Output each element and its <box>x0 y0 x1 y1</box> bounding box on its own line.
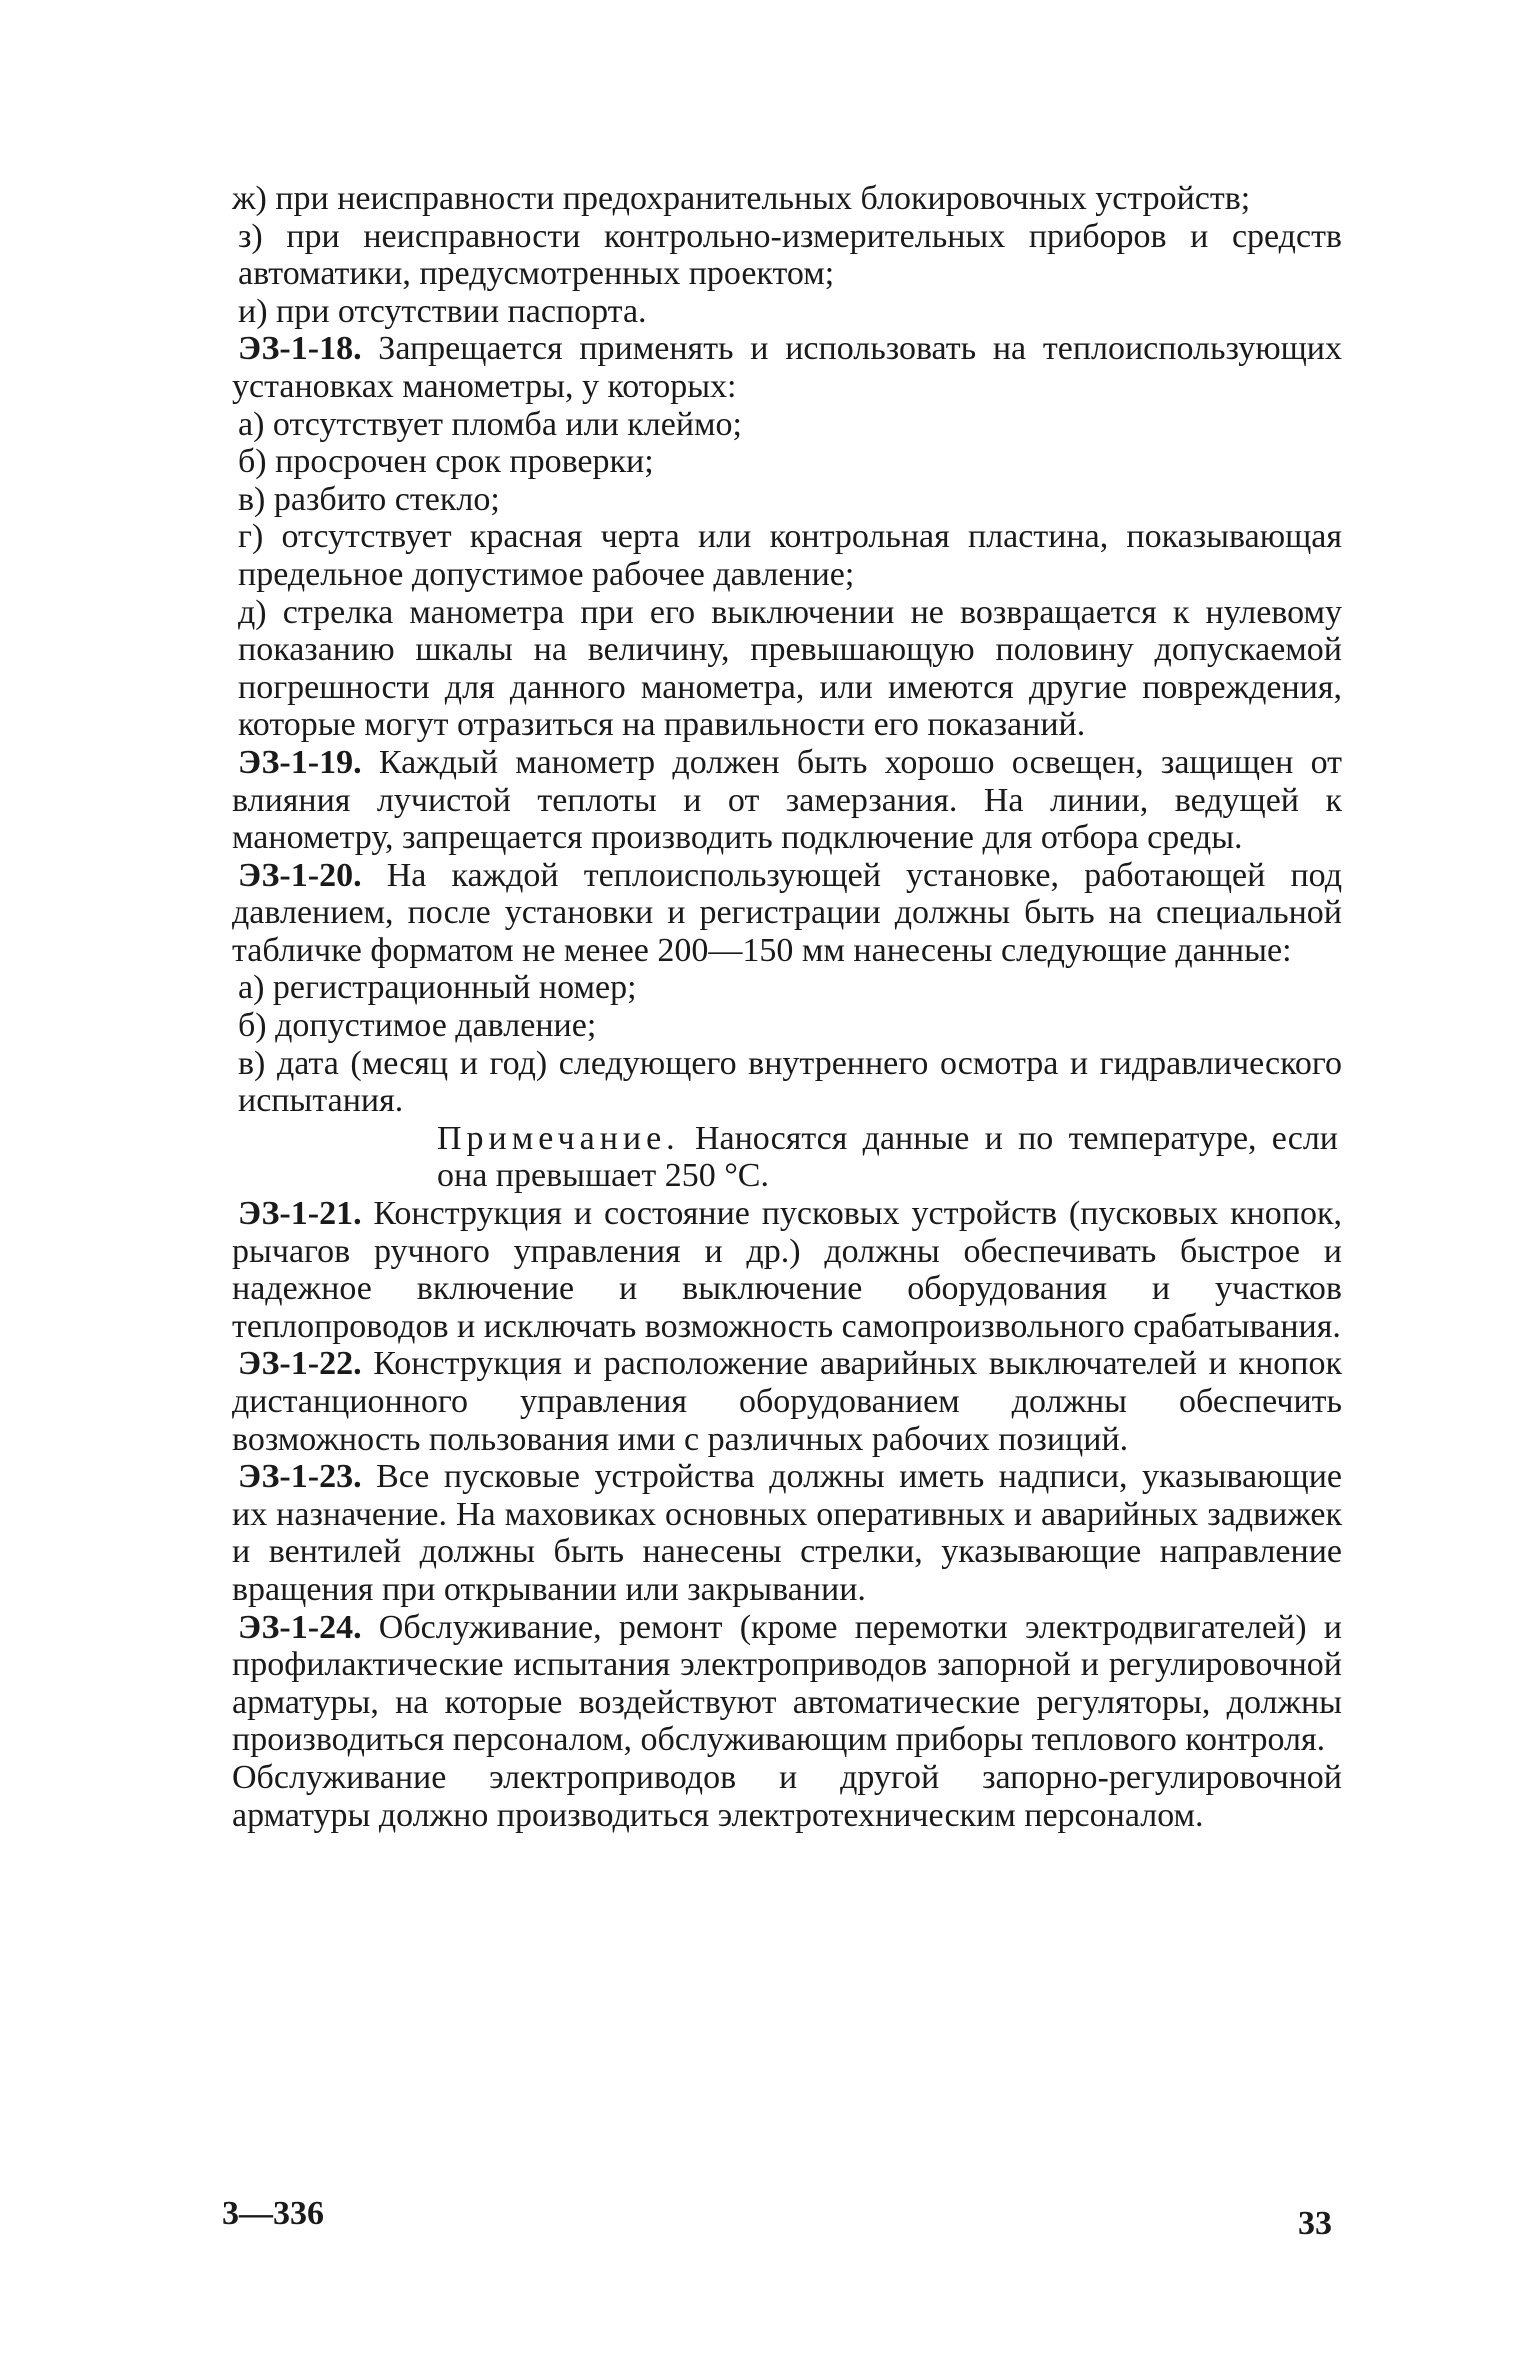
item-b: б) просрочен срок проверки; <box>238 443 654 481</box>
signature-mark: 3—336 <box>222 2195 324 2232</box>
clause-e3-1-20: ЭЗ-1-20. На каждой теплоиспользующей установке, работающей под давлением, после установки и регистрации должны быть на специальной табличке форматом не менее 200—150 мм нанесены следующие данные: <box>232 856 1342 969</box>
item-d: д) стрелка манометра при его выключении не возвращается к нулевому показанию шкалы на величину, превышающую половину допускаемой погрешности для данного манометра, или имеются другие повреждения, которые могут отразиться на правильности его показаний. <box>238 593 1342 744</box>
page-body <box>232 180 1342 1834</box>
item-g: г) отсутствует красная черта или контрольная пластина, показывающая предельное допустимое рабочее давление; <box>238 518 1342 593</box>
item-a-2: а) регистрационный номер; <box>238 969 637 1007</box>
item-z: з) при неисправности контрольно-измерительных приборов и средств автоматики, предусмотренных проектом; <box>238 217 1342 293</box>
item-v-2: в) дата (месяц и год) следующего внутреннего осмотра и гидравлического испытания. <box>238 1044 1342 1120</box>
item-b-2: б) допустимое давление; <box>238 1007 597 1045</box>
note-text: Наносятся данные и по температуре, если она превышает 250 °С. <box>437 1119 1338 1195</box>
page-number: 33 <box>1298 2205 1332 2242</box>
clause-e3-1-19: ЭЗ-1-19. Каждый манометр должен быть хорошо освещен, защищен от влияния лучистой теплоты и от замерзания. На линии, ведущей к манометру, запрещается производить подключение для отбора среды. <box>232 743 1342 857</box>
item-i: и) при отсутствии паспорта. <box>238 292 647 330</box>
clause-e3-1-18: ЭЗ-1-18. Запрещается применять и использовать на теплоиспользующих установках манометры, у которых: <box>232 330 1342 405</box>
clause-e3-1-22: ЭЗ-1-22. Конструкция и расположение аварийных выключателей и кнопок дистанционного управления оборудованием должны обеспечить возможность пользования ими с различных рабочих позиций. <box>232 1345 1342 1458</box>
item-v: в) разбито стекло; <box>238 480 500 518</box>
clause-e3-1-24: ЭЗ-1-24. Обслуживание, ремонт (кроме перемотки электродвигателей) и профилактические испытания электроприводов запорной и регулировочной арматуры, на которые воздействуют автоматические регуляторы, должны производиться персоналом, обслуживающим приборы теплового контроля. <box>232 1608 1342 1759</box>
note <box>232 1120 1342 1195</box>
clause-e3-1-23: ЭЗ-1-23. Все пусковые устройства должны иметь надписи, указывающие их назначение. На маховиках основных оперативных и аварийных задвижек и вентилей должны быть нанесены стрелки, указывающие направление вращения при открывании или закрывании. <box>232 1458 1342 1608</box>
clause-e3-1-24-cont: Обслуживание электроприводов и другой запорно-регулировочной арматуры должно производиться электротехническим персоналом. <box>232 1758 1342 1834</box>
clause-e3-1-21: ЭЗ-1-21. Конструкция и состояние пусковых устройств (пусковых кнопок, рычагов ручного управления и др.) должны обеспечивать быстрое и надежное включение и выключение оборудования и участков теплопроводов и исключать возможность самопроизвольного срабатывания. <box>232 1195 1342 1345</box>
item-zh: ж) при неисправности предохранительных блокировочных устройств; <box>232 180 1251 217</box>
note-label: Примечание. <box>437 1119 680 1157</box>
item-a: а) отсутствует пломба или клеймо; <box>238 405 743 443</box>
